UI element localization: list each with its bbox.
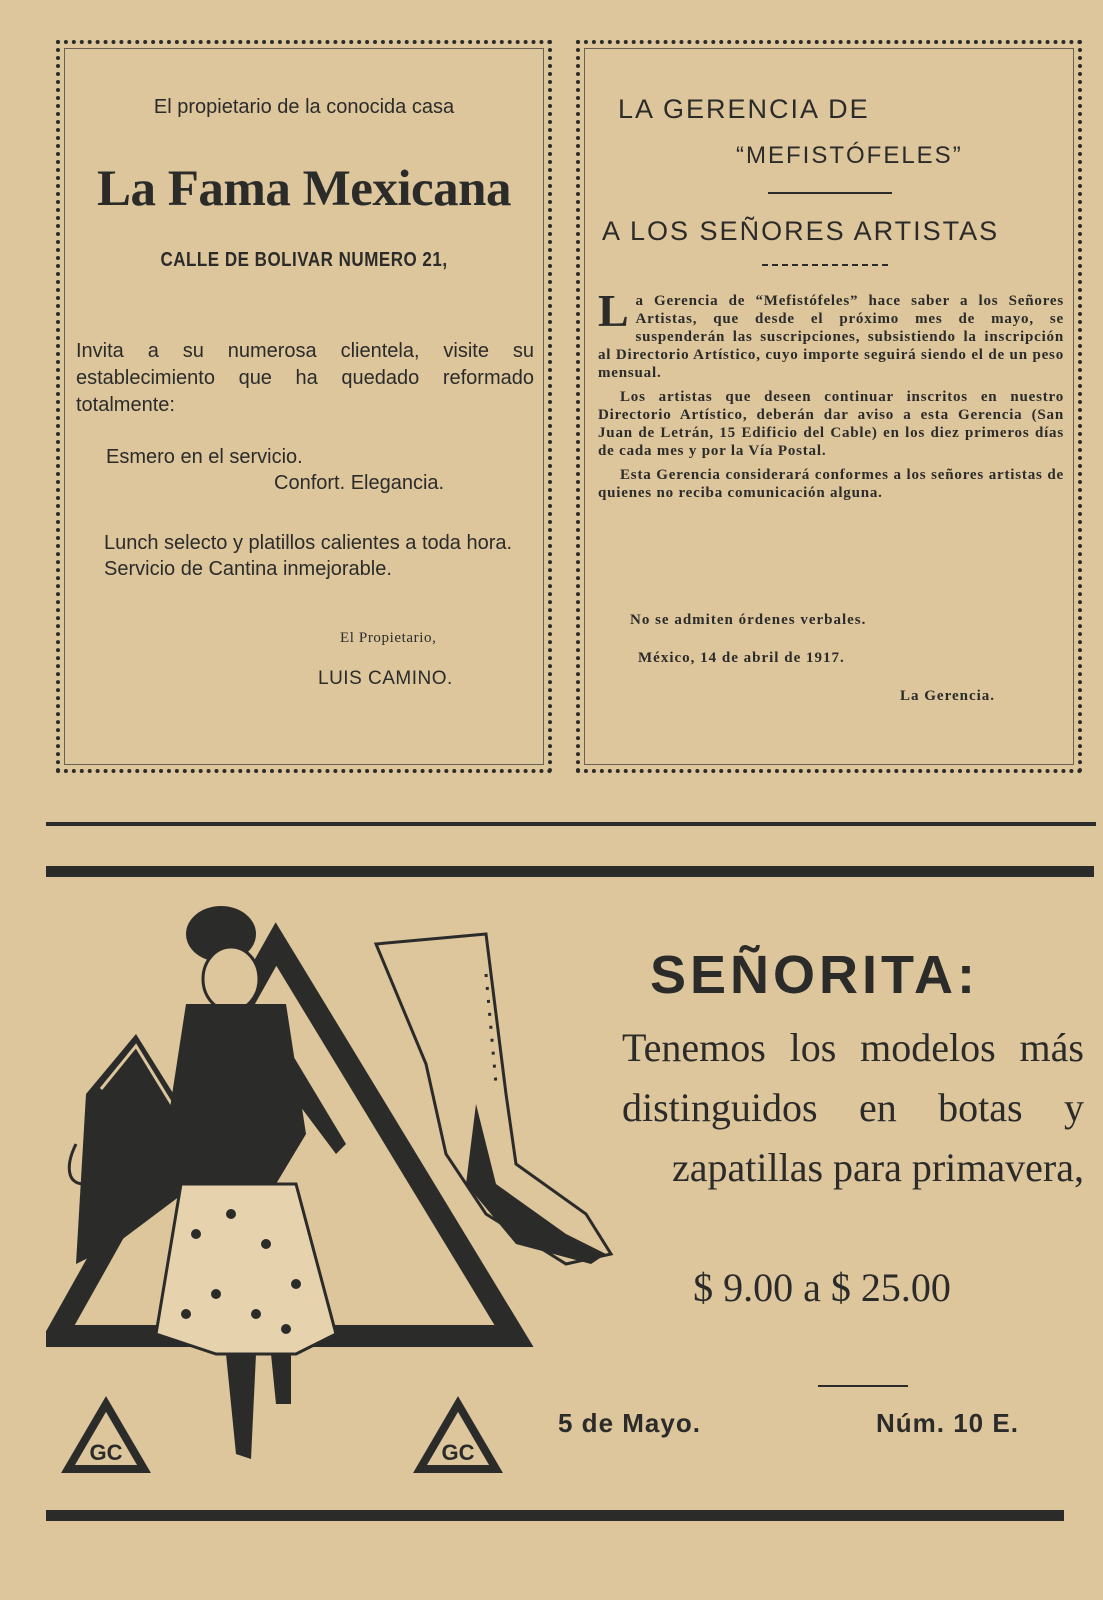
signature-label: El Propietario,	[340, 630, 437, 646]
thick-separator-top	[46, 866, 1094, 877]
shoe-ad-illustration	[46, 884, 626, 1484]
ad-body: Invita a su numerosa clientela, visite su establecimiento que ha quedado reformado totalmente:	[76, 340, 534, 416]
mefistofeles-notice	[576, 40, 1082, 773]
ad-address: CALLE DE BOLIVAR NUMERO 21,	[160, 248, 448, 271]
service-line-2: Confort. Elegancia.	[274, 472, 445, 494]
notice-no-orders: No se admiten órdenes verbales.	[630, 612, 867, 628]
issue-number: Núm. 10 E.	[876, 1408, 1019, 1438]
notice-paragraph-2: Los artistas que deseen continuar inscritos en nuestro Directorio Artístico, deberán dar aviso a esta Gerencia (San Juan de Letrán, 15 Edificio del Cable) en los diez primeros días de cada mes y por la Vía Postal.	[598, 389, 1064, 459]
shoe-ad-headline: SEÑORITA:	[650, 945, 979, 1005]
thin-separator	[46, 822, 1096, 826]
shoe-ad-copy: Tenemos los modelos más distinguidos en botas y zapatillas para primavera,	[622, 1025, 1084, 1190]
signature-name: LUIS CAMINO.	[318, 668, 453, 689]
issue-date: 5 de Mayo.	[558, 1408, 701, 1438]
notice-line-2: “MEFISTÓFELES”	[736, 142, 963, 169]
drop-cap: L	[598, 285, 630, 336]
notice-body	[598, 285, 1064, 508]
notice-line-1: LA GERENCIA DE	[618, 94, 870, 124]
notice-divider	[768, 192, 892, 194]
cantina-line: Servicio de Cantina inmejorable.	[104, 558, 392, 580]
notice-heading: A LOS SEÑORES ARTISTAS	[602, 216, 1000, 246]
ad-services	[106, 444, 528, 496]
ad-intro: El propietario de la conocida casa	[153, 96, 455, 118]
notice-paragraph-1: La Gerencia de “Mefistófeles” hace saber a los Señores Artistas, que desde el próximo mes de mayo, se suspenderán las suscripciones, subsistiendo la inscripción al Directorio Artístico, cuyo importe seguirá siendo el de un peso mensual.	[598, 285, 1064, 381]
lunch-line: Lunch selecto y platillos calientes a toda hora.	[104, 532, 513, 554]
notice-paragraph-3: Esta Gerencia considerará conformes a los señores artistas de quienes no reciba comunicación alguna.	[598, 467, 1064, 501]
shoe-ad-price: $ 9.00 a $ 25.00	[693, 1265, 951, 1310]
notice-signature: La Gerencia.	[900, 688, 996, 704]
logo-letters-right: GC	[441, 1440, 475, 1465]
service-line-1: Esmero en el servicio.	[106, 446, 303, 468]
ad-lunch-block	[76, 530, 532, 582]
logo-letters-left: GC	[89, 1440, 123, 1465]
fama-mexicana-ad	[56, 40, 552, 773]
notice-divider-dashed	[762, 264, 888, 266]
woman-figure-drawing	[156, 906, 346, 1459]
thick-separator-bottom	[46, 1510, 1064, 1521]
ad-title: La Fama Mexicana	[96, 161, 512, 217]
boot-drawing	[376, 934, 611, 1264]
notice-date: México, 14 de abril de 1917.	[638, 650, 845, 666]
shoe-ad-divider	[818, 1385, 908, 1387]
